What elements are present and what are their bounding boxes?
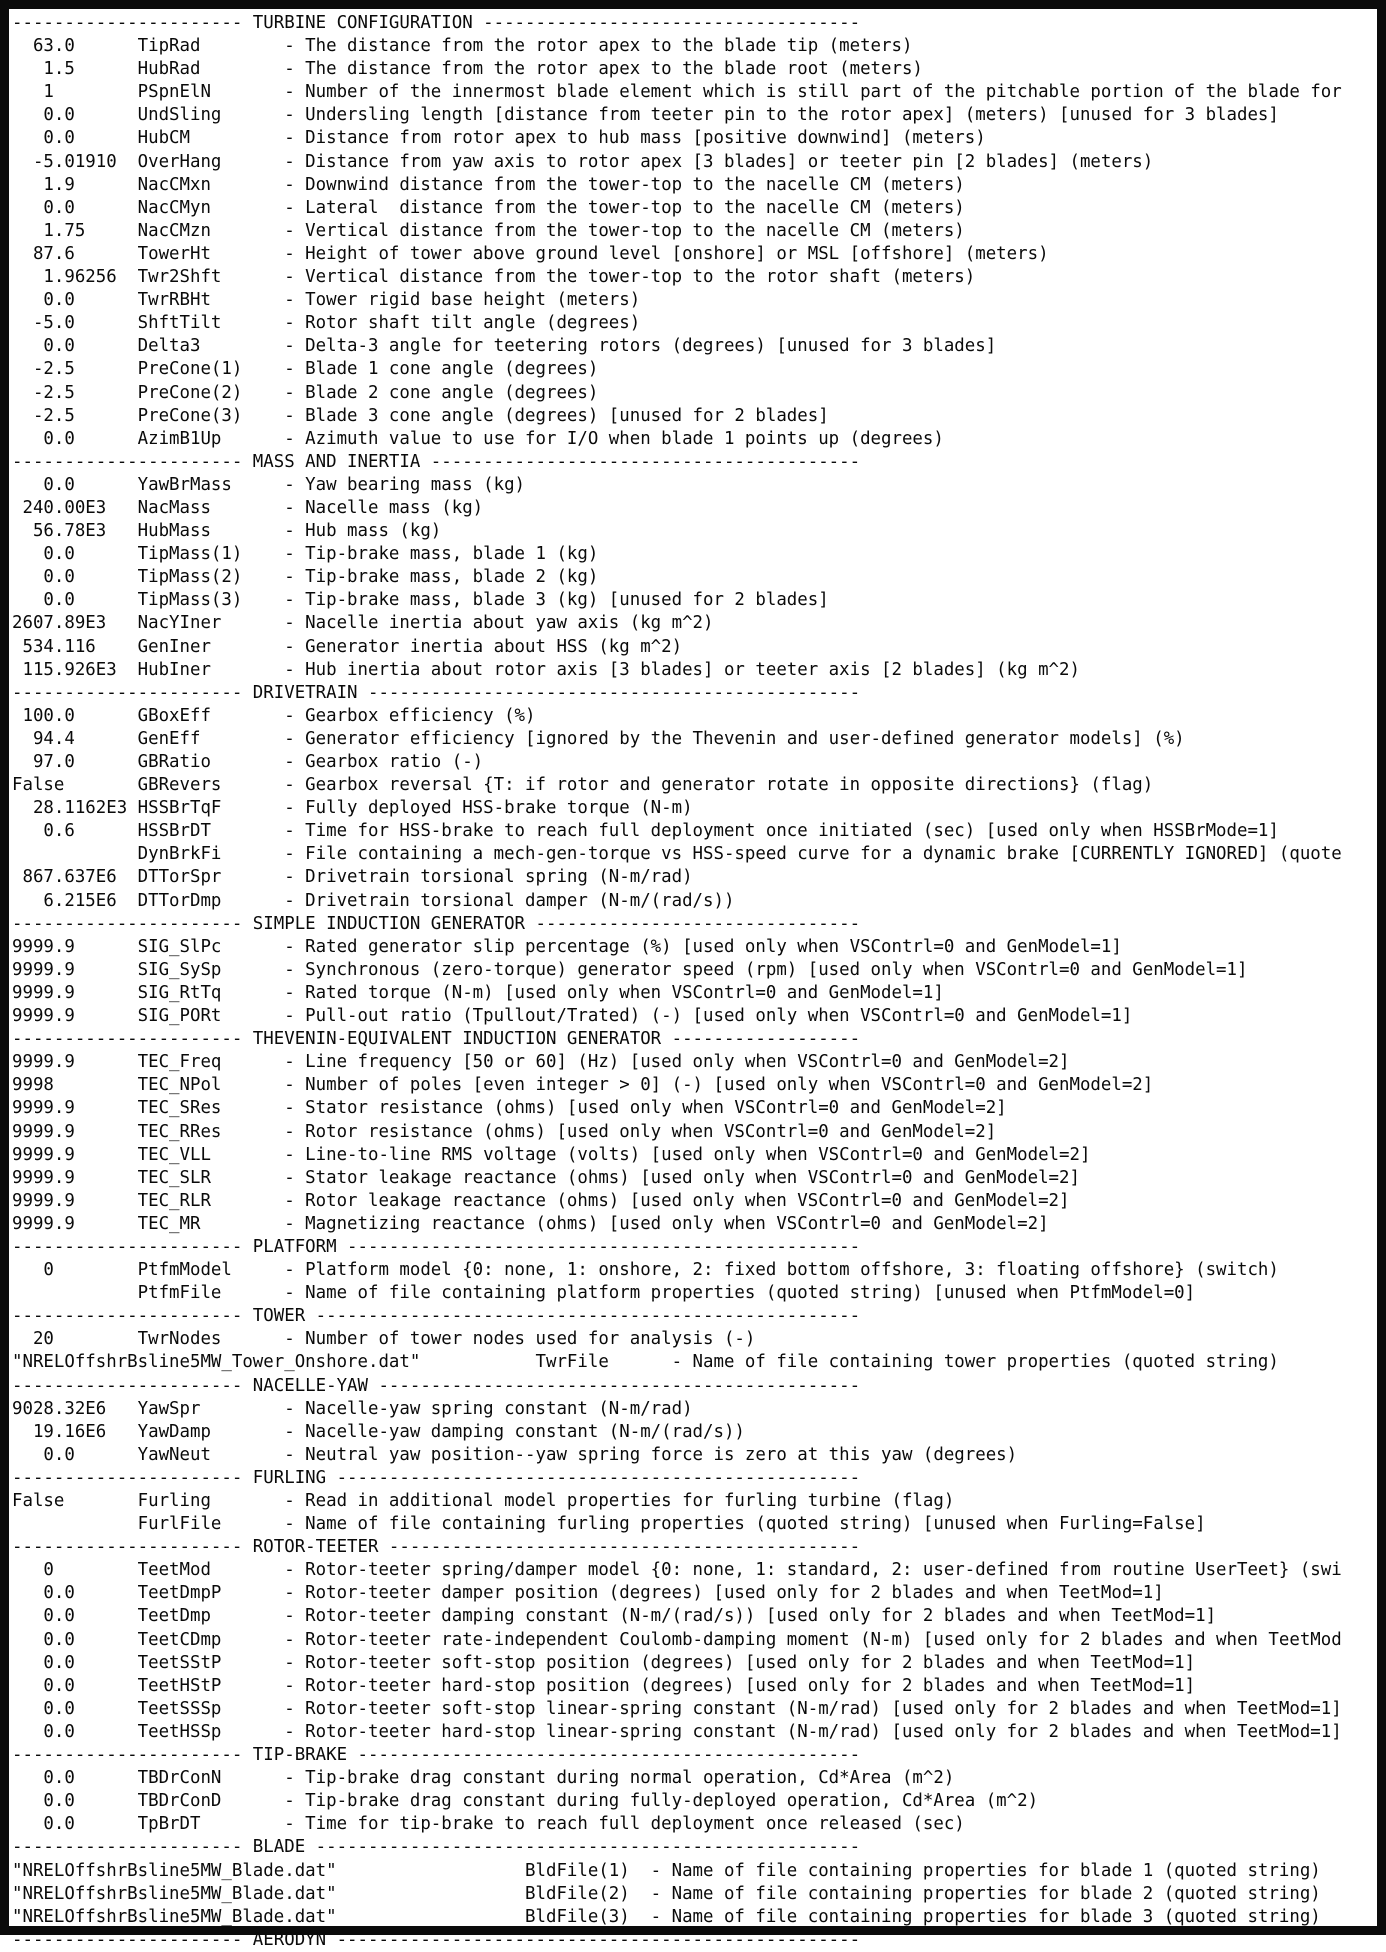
param-line: 0.0 TipMass(2) - Tip-brake mass, blade 2 (kg) [12,567,599,588]
param-line: -5.0 ShftTilt - Rotor shaft tilt angle (degrees) [12,313,641,334]
param-line: "NRELOffshrBsline5MW_Blade.dat" BldFile(2) - Name of file containing properties for blade 2 (quoted string) [12,1883,1321,1904]
param-line: 1.75 NacCMzn - Vertical distance from the tower-top to the nacelle CM (meters) [12,220,965,241]
param-line: "NRELOffshrBsline5MW_Tower_Onshore.dat" TwrFile - Name of file containing tower properties (quoted string) [12,1352,1279,1373]
param-line: 2607.89E3 NacYIner - Nacelle inertia about yaw axis (kg m^2) [12,613,714,634]
param-line: 534.116 GenIner - Generator inertia about HSS (kg m^2) [12,636,683,657]
param-line: "NRELOffshrBsline5MW_Blade.dat" BldFile(3) - Name of file containing properties for blade 3 (quoted string) [12,1906,1321,1927]
param-line: 0.0 HubCM - Distance from rotor apex to hub mass [positive downwind] (meters) [12,128,986,149]
param-line: 0.0 NacCMyn - Lateral distance from the tower-top to the nacelle CM (meters) [12,197,965,218]
section-header: ---------------------- AERODYN -------------------------------------------------- [12,1929,861,1950]
param-line: 6.215E6 DTTorDmp - Drivetrain torsional damper (N-m/(rad/s)) [12,890,735,911]
param-line: 0.0 TeetHStP - Rotor-teeter hard-stop position (degrees) [used only for 2 blades and when TeetMod=1] [12,1675,1196,1696]
param-line: 9999.9 SIG_SlPc - Rated generator slip percentage (%) [used only when VSContrl=0 and GenModel=1] [12,936,1122,957]
param-line: 9999.9 SIG_SySp - Synchronous (zero-torque) generator speed (rpm) [used only when VSContrl=0 and GenModel=1] [12,959,1248,980]
param-line: 0 PtfmModel - Platform model {0: none, 1: onshore, 2: fixed bottom offshore, 3: floating offshore} (switch) [12,1260,1279,1281]
param-line: 19.16E6 YawDamp - Nacelle-yaw damping constant (N-m/(rad/s)) [12,1421,745,1442]
section-header: ---------------------- SIMPLE INDUCTION GENERATOR ------------------------------- [12,913,861,934]
param-line: 9998 TEC_NPol - Number of poles [even integer > 0] (-) [used only when VSContrl=0 and GenModel=2] [12,1075,1154,1096]
file-content [9,9,1342,1952]
section-header: ---------------------- BLADE ---------------------------------------------------- [12,1837,861,1858]
param-line: 0.0 UndSling - Undersling length [distance from teeter pin to the rotor apex] (meters) [unused for 3 blades] [12,105,1279,126]
param-line: 0.0 TBDrConN - Tip-brake drag constant during normal operation, Cd*Area (m^2) [12,1768,955,1789]
param-line: 9999.9 TEC_RRes - Rotor resistance (ohms) [used only when VSContrl=0 and GenModel=2] [12,1121,997,1142]
param-line: 9999.9 TEC_VLL - Line-to-line RMS voltage (volts) [used only when VSContrl=0 and GenModel=2] [12,1144,1091,1165]
param-line: -5.01910 OverHang - Distance from yaw axis to rotor apex [3 blades] or teeter pin [2 blades] (meters) [12,151,1154,172]
param-line: 9999.9 TEC_MR - Magnetizing reactance (ohms) [used only when VSContrl=0 and GenModel=2] [12,1213,1049,1234]
param-line: 0.0 TeetHSSp - Rotor-teeter hard-stop linear-spring constant (N-m/rad) [used only for 2 blades and when TeetMod=1] [12,1721,1342,1742]
param-line: 0.0 AzimB1Up - Azimuth value to use for I/O when blade 1 points up (degrees) [12,428,944,449]
param-line: 0.0 TipMass(1) - Tip-brake mass, blade 1 (kg) [12,544,599,565]
section-header: ---------------------- NACELLE-YAW ---------------------------------------------- [12,1375,861,1396]
param-line: 0.0 TwrRBHt - Tower rigid base height (meters) [12,290,641,311]
param-line: 63.0 TipRad - The distance from the rotor apex to the blade tip (meters) [12,36,913,57]
param-line: 56.78E3 HubMass - Hub mass (kg) [12,521,442,542]
param-line: 867.637E6 DTTorSpr - Drivetrain torsional spring (N-m/rad) [12,867,693,888]
param-line: 0.0 TipMass(3) - Tip-brake mass, blade 3 (kg) [unused for 2 blades] [12,590,829,611]
param-line: FurlFile - Name of file containing furling properties (quoted string) [unused when Furling=False] [12,1514,1206,1535]
param-line: -2.5 PreCone(1) - Blade 1 cone angle (degrees) [12,359,599,380]
param-line: 94.4 GenEff - Generator efficiency [ignored by the Thevenin and user-defined generator models] (%) [12,728,1185,749]
param-line: 9999.9 TEC_Freq - Line frequency [50 or 60] (Hz) [used only when VSContrl=0 and GenModel=2] [12,1052,1070,1073]
section-header: ---------------------- FURLING -------------------------------------------------- [12,1467,861,1488]
section-header: ---------------------- PLATFORM ------------------------------------------------- [12,1236,861,1257]
param-line: 0.6 HSSBrDT - Time for HSS-brake to reach full deployment once initiated (sec) [used only when HSSBrMode=1] [12,821,1279,842]
param-line: 0.0 TeetCDmp - Rotor-teeter rate-independent Coulomb-damping moment (N-m) [used only for 2 blades and when TeetMod [12,1629,1342,1650]
param-line: 20 TwrNodes - Number of tower nodes used for analysis (-) [12,1329,756,1350]
param-line: 0.0 TpBrDT - Time for tip-brake to reach full deployment once released (sec) [12,1814,965,1835]
param-line: -2.5 PreCone(3) - Blade 3 cone angle (degrees) [unused for 2 blades] [12,405,829,426]
param-line: 9028.32E6 YawSpr - Nacelle-yaw spring constant (N-m/rad) [12,1398,693,1419]
param-line: 9999.9 TEC_SRes - Stator resistance (ohms) [used only when VSContrl=0 and GenModel=2] [12,1098,1007,1119]
param-line: 0.0 YawBrMass - Yaw bearing mass (kg) [12,474,526,495]
param-line: "NRELOffshrBsline5MW_Blade.dat" BldFile(1) - Name of file containing properties for blade 1 (quoted string) [12,1860,1321,1881]
param-line: 0.0 TeetSStP - Rotor-teeter soft-stop position (degrees) [used only for 2 blades and when TeetMod=1] [12,1652,1196,1673]
param-line: 0.0 TeetDmpP - Rotor-teeter damper position (degrees) [used only for 2 blades and when TeetMod=1] [12,1583,1164,1604]
param-line: 1 PSpnElN - Number of the innermost blade element which is still part of the pitchable portion of the blade for [12,82,1342,103]
section-header: ---------------------- MASS AND INERTIA ----------------------------------------- [12,451,861,472]
param-line: 0.0 YawNeut - Neutral yaw position--yaw spring force is zero at this yaw (degrees) [12,1444,1018,1465]
param-line: 115.926E3 HubIner - Hub inertia about rotor axis [3 blades] or teeter axis [2 blades] (kg m^2) [12,659,1080,680]
param-line: DynBrkFi - File containing a mech-gen-torque vs HSS-speed curve for a dynamic brake [CURRENTLY IGNORED] (quote [12,844,1342,865]
param-line: 1.5 HubRad - The distance from the rotor apex to the blade root (meters) [12,59,923,80]
section-header: ---------------------- TURBINE CONFIGURATION ------------------------------------ [12,13,861,33]
param-line: 28.1162E3 HSSBrTqF - Fully deployed HSS-brake torque (N-m) [12,798,693,819]
section-header: ---------------------- DRIVETRAIN ----------------------------------------------- [12,682,861,703]
param-line: 9999.9 SIG_PORt - Pull-out ratio (Tpullout/Trated) (-) [used only when VSContrl=0 and GenModel=1] [12,1006,1133,1027]
param-line: 0 TeetMod - Rotor-teeter spring/damper model {0: none, 1: standard, 2: user-defined from routine UserTeet} (swi [12,1560,1342,1581]
param-line: False Furling - Read in additional model properties for furling turbine (flag) [12,1491,955,1511]
param-line: 0.0 TeetSSSp - Rotor-teeter soft-stop linear-spring constant (N-m/rad) [used only for 2 blades and when TeetMod=1] [12,1698,1342,1719]
param-line: False GBRevers - Gearbox reversal {T: if rotor and generator rotate in opposite directions} (flag) [12,775,1154,796]
param-line: 0.0 Delta3 - Delta-3 angle for teetering rotors (degrees) [unused for 3 blades] [12,336,997,357]
param-line: 0.0 TBDrConD - Tip-brake drag constant during fully-deployed operation, Cd*Area (m^2) [12,1791,1039,1812]
param-line: 9999.9 TEC_SLR - Stator leakage reactance (ohms) [used only when VSContrl=0 and GenModel=2] [12,1167,1080,1188]
param-line: 9999.9 TEC_RLR - Rotor leakage reactance (ohms) [used only when VSContrl=0 and GenModel=2] [12,1190,1070,1211]
param-line: 0.0 TeetDmp - Rotor-teeter damping constant (N-m/(rad/s)) [used only for 2 blades and when TeetMod=1] [12,1606,1217,1627]
section-header: ---------------------- THEVENIN-EQUIVALENT INDUCTION GENERATOR ------------------ [12,1029,861,1050]
param-line: 1.96256 Twr2Shft - Vertical distance from the tower-top to the rotor shaft (meters) [12,267,976,288]
param-line: 87.6 TowerHt - Height of tower above ground level [onshore] or MSL [offshore] (meters) [12,243,1049,264]
param-line: -2.5 PreCone(2) - Blade 2 cone angle (degrees) [12,382,599,403]
param-line: 1.9 NacCMxn - Downwind distance from the tower-top to the nacelle CM (meters) [12,174,965,195]
param-line: 97.0 GBRatio - Gearbox ratio (-) [12,752,484,772]
param-line: PtfmFile - Name of file containing platform properties (quoted string) [unused when PtfmModel=0] [12,1283,1196,1304]
param-line: 240.00E3 NacMass - Nacelle mass (kg) [12,497,484,518]
section-header: ---------------------- TIP-BRAKE ------------------------------------------------ [12,1745,861,1766]
section-header: ---------------------- ROTOR-TEETER --------------------------------------------- [12,1537,861,1558]
param-line: 9999.9 SIG_RtTq - Rated torque (N-m) [used only when VSContrl=0 and GenModel=1] [12,982,944,1003]
param-line: 100.0 GBoxEff - Gearbox efficiency (%) [12,705,536,726]
section-header: ---------------------- TOWER ---------------------------------------------------- [12,1306,861,1327]
